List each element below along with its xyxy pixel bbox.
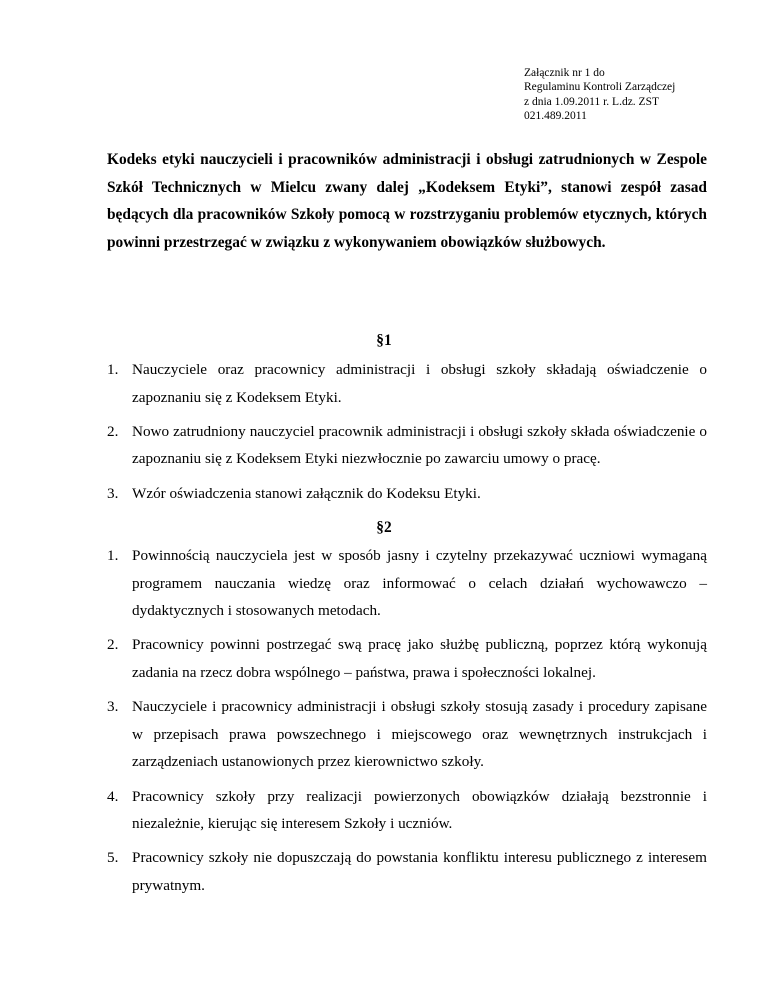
list-item [107, 542, 707, 625]
item-text: Nauczyciele oraz pracownicy administracji i obsługi szkoły składają oświadczenie o zapoznaniu się z Kodeksem Etyki. [132, 361, 707, 406]
item-text: Nauczyciele i pracownicy administracji i obsługi szkoły stosują zasady i procedury zapisane w przepisach prawa powszechnego i miejscowego oraz wewnętrznych instrukcjach i zarządzeniach ustanowionych przez kierownictwo szkoły. [132, 698, 707, 771]
item-number: 2. [107, 422, 119, 440]
annex-note [524, 66, 724, 124]
list-item [107, 356, 707, 411]
annex-line: Załącznik nr 1 do [524, 67, 605, 79]
item-number: 1. [107, 361, 119, 378]
item-number: 1. [107, 547, 119, 564]
item-text: Powinnością nauczyciela jest w sposób jasny i czytelny przekazywać uczniowi wymaganą programem nauczania wiedzę oraz informować o celach działań wychowawczo – dydaktycznych i stosowanych metodach. [132, 547, 707, 620]
section-heading-2: §2 [376, 519, 392, 536]
list-item [107, 693, 707, 776]
annex-line: z dnia 1.09.2011 r. L.dz. ZST [524, 95, 659, 108]
list-item [107, 783, 707, 838]
item-text: Nowo zatrudniony nauczyciel pracownik administracji i obsługi szkoły składa oświadczenie o zapoznaniu się z Kodeksem Etyki niezwłocznie po zawarciu umowy o pracę. [132, 422, 707, 468]
item-text: Pracownicy szkoły nie dopuszczają do powstania konfliktu interesu publicznego z interesem prywatnym. [132, 849, 707, 894]
annex-line: Regulaminu Kontroli Zarządczej [524, 81, 676, 94]
intro-paragraph: Kodeks etyki nauczycieli i pracowników administracji i obsługi zatrudnionych w Zespole Szkół Technicznych w Mielcu zwany dalej „Kodeksem Etyki”, stanowi zespół zasad będących dla pracowników Szkoły pomocą w rozstrzyganiu problemów etycznych, których powinni przestrzegać w związku z wykonywaniem obowiązków służbowych. [107, 151, 707, 251]
list-item [107, 480, 707, 508]
section-heading-1: §1 [376, 332, 392, 349]
item-number: 3. [107, 484, 119, 502]
item-number: 3. [107, 698, 119, 716]
item-number: 2. [107, 636, 119, 654]
list-item [107, 844, 707, 899]
item-text: Wzór oświadczenia stanowi załącznik do Kodeksu Etyki. [132, 484, 481, 502]
annex-line: 021.489.2011 [524, 110, 587, 123]
section-1-list [107, 356, 707, 514]
item-text: Pracownicy szkoły przy realizacji powierzonych obowiązków działają bezstronnie i niezależnie, kierując się interesem Szkoły i uczniów. [132, 787, 707, 833]
list-item [107, 631, 707, 686]
item-text: Pracownicy powinni postrzegać swą pracę jako służbę publiczną, poprzez którą wykonują zadania na rzecz dobra wspólnego – państwa, prawa i społeczności lokalnej. [132, 636, 707, 681]
list-item [107, 418, 707, 473]
item-number: 5. [107, 849, 119, 867]
item-number: 4. [107, 787, 119, 805]
section-2-list [107, 542, 707, 906]
